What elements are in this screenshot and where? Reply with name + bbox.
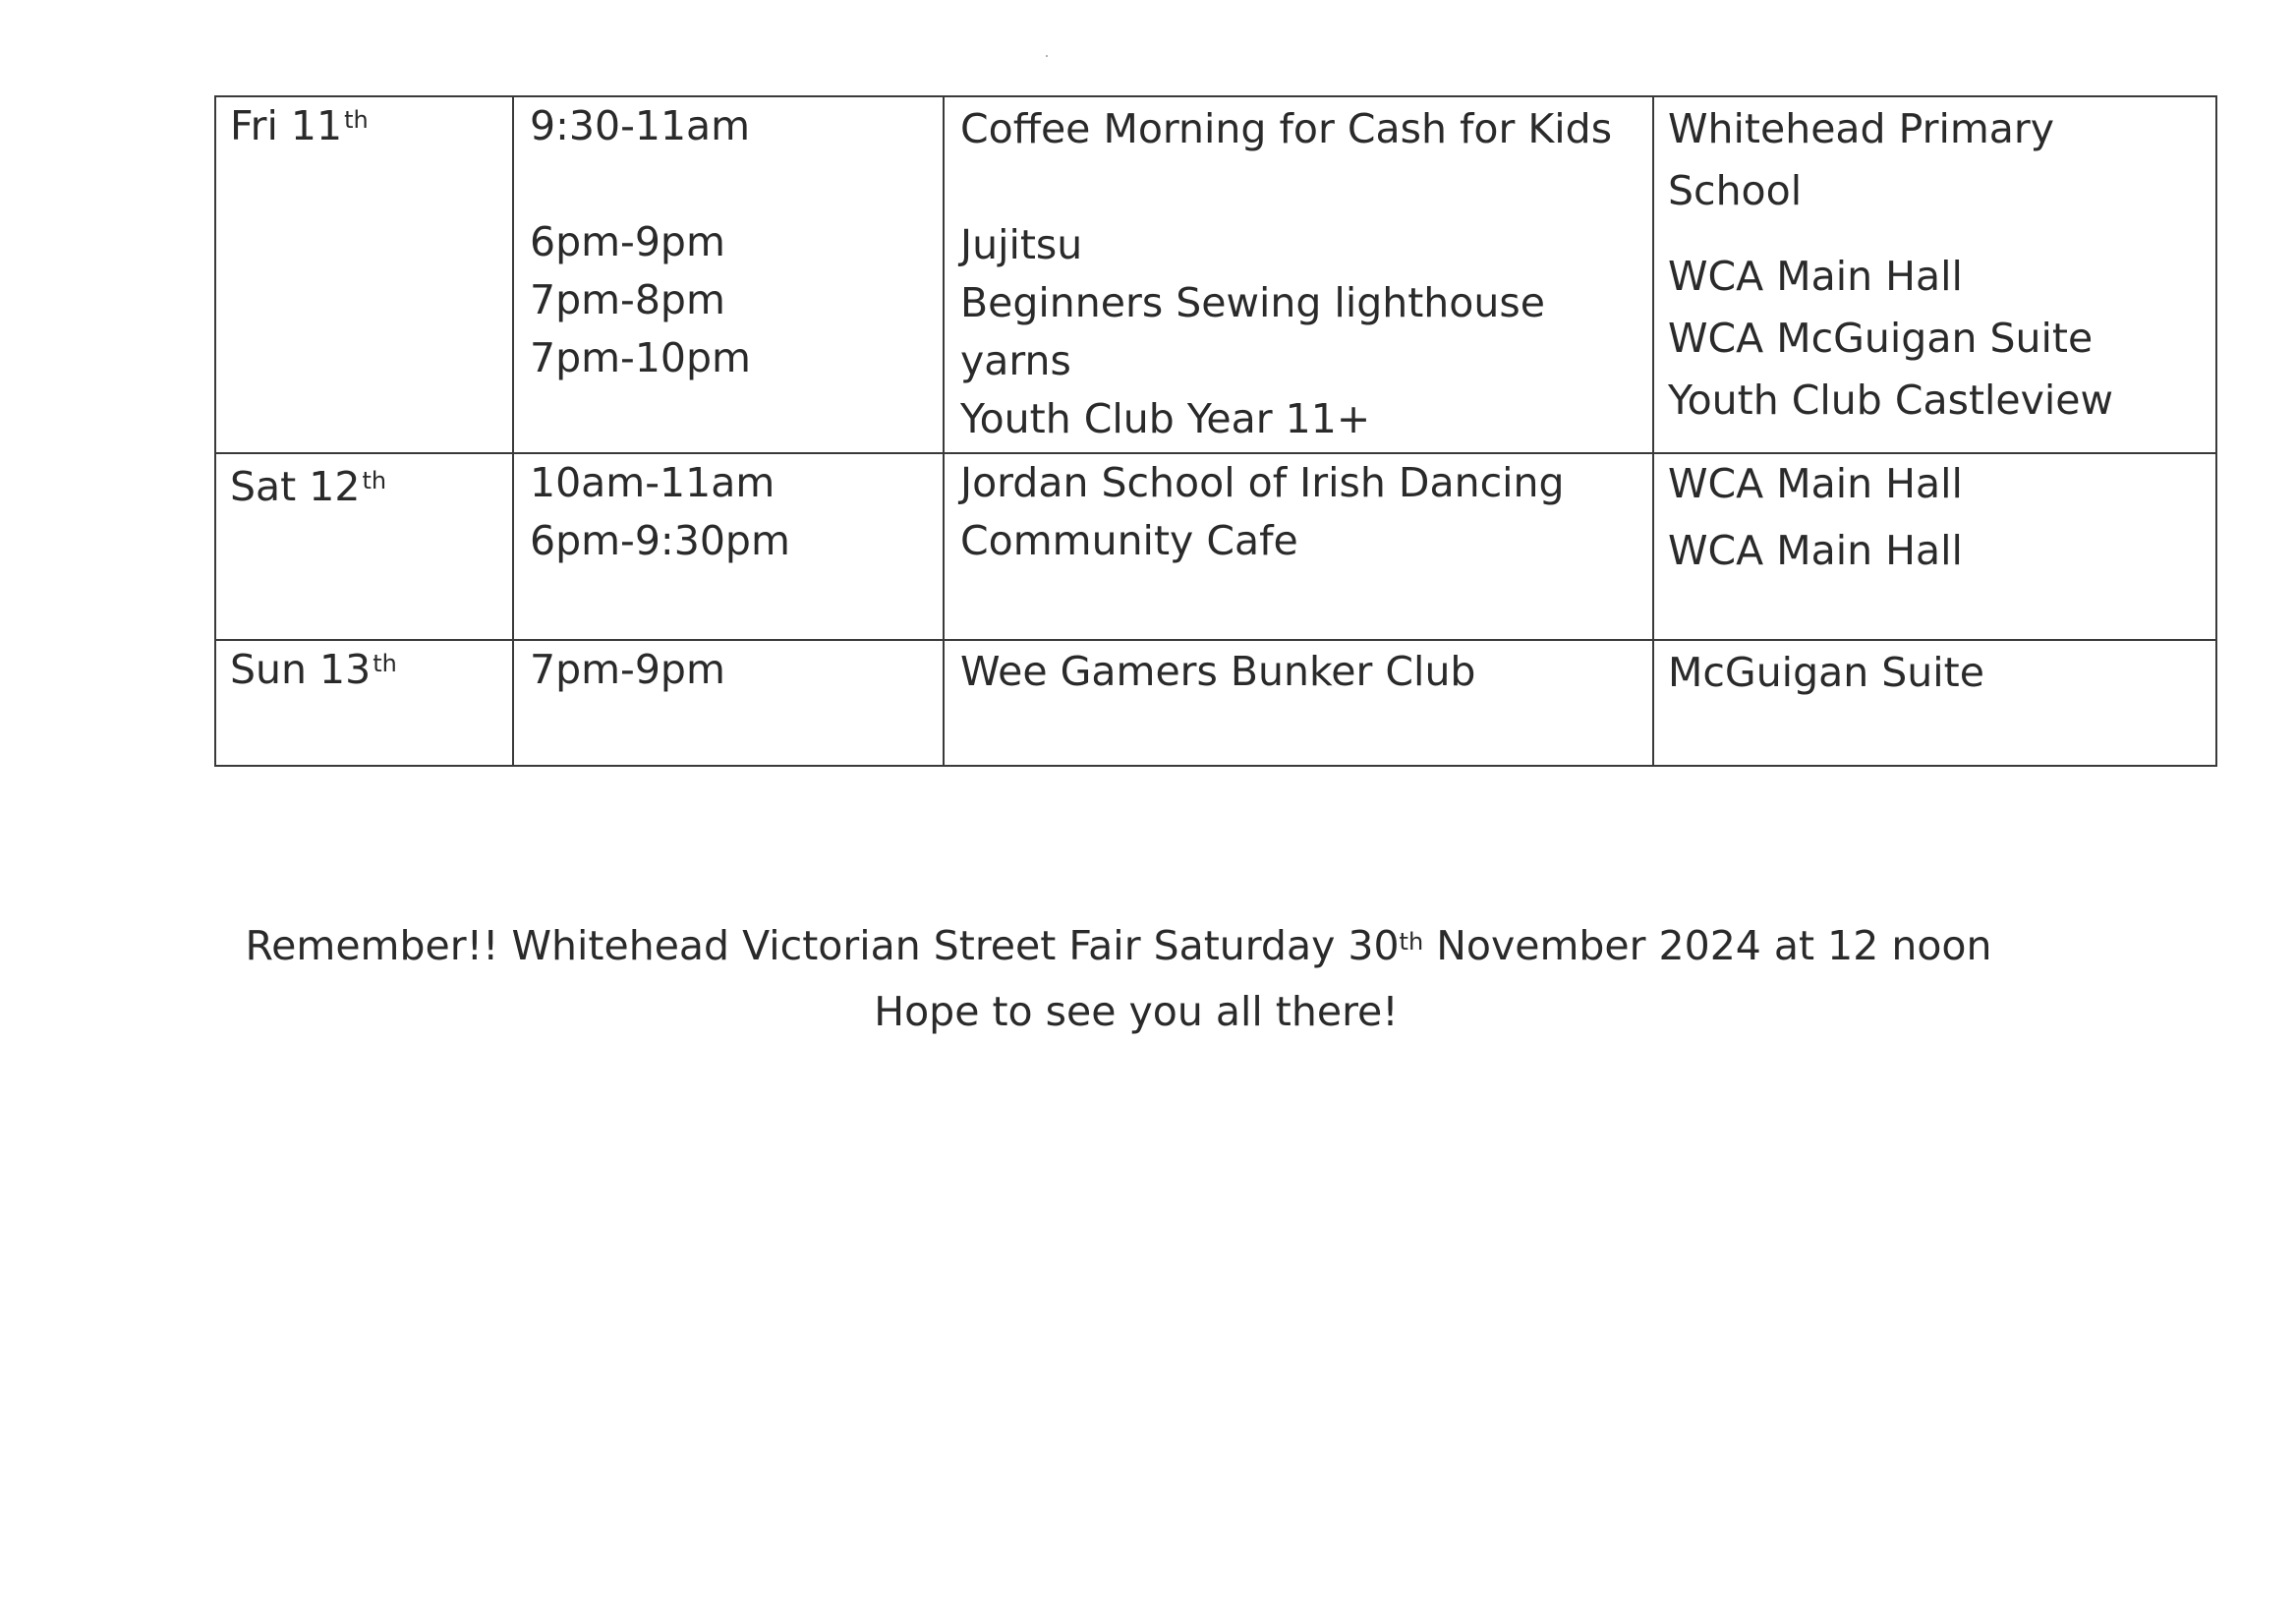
venue-name: McGuigan Suite (1668, 649, 1984, 696)
time-slot: 9:30-11am (530, 102, 751, 149)
day-label: Fri 11 (230, 102, 343, 149)
time-slot: 6pm-9pm (530, 218, 725, 265)
reminder-text-start: Remember!! Whitehead Victorian Street Fair Saturday 30 (245, 922, 1400, 969)
time-slot: 7pm-8pm (530, 276, 725, 323)
time-slot: 6pm-9:30pm (530, 517, 790, 564)
day-label: Sun 13 (230, 646, 372, 693)
street-fair-reminder (0, 913, 2267, 978)
venue-name: WCA Main Hall (1668, 527, 1963, 574)
time-spacer (530, 155, 943, 213)
page-speck (1046, 55, 1048, 57)
event-cell (944, 640, 1653, 766)
day-suffix: th (362, 467, 387, 494)
day-label: Sat 12 (230, 463, 361, 510)
day-cell (215, 96, 513, 453)
reminder-text-end: November 2024 at 12 noon (1423, 922, 1992, 969)
event-name: Community Cafe (960, 517, 1298, 564)
day-cell (215, 640, 513, 766)
time-cell (513, 96, 944, 453)
event-cell (944, 96, 1653, 453)
table-row (215, 96, 2216, 453)
venue-cell (1653, 453, 2216, 640)
event-name: Jordan School of Irish Dancing (960, 459, 1565, 506)
venue-cell (1653, 640, 2216, 766)
day-cell (215, 453, 513, 640)
day-suffix: th (344, 106, 369, 134)
event-name: Jujitsu (960, 221, 1083, 268)
event-name: Coffee Morning for Cash for Kids (960, 105, 1613, 152)
venue-name: WCA Main Hall (1668, 460, 1963, 507)
venue-name: WCA McGuigan Suite (1668, 315, 2094, 362)
reminder-date-suffix: th (1399, 928, 1424, 956)
day-suffix: th (373, 650, 397, 677)
venue-cell (1653, 96, 2216, 453)
venue-name: Youth Club Castleview (1668, 377, 2114, 424)
venue-spacer (1668, 224, 2215, 248)
time-slot: 7pm-10pm (530, 334, 751, 381)
table-row (215, 640, 2216, 766)
event-name: Youth Club Year 11+ (960, 395, 1371, 442)
event-name-continued: yarns (960, 337, 1071, 384)
event-name: Beginners Sewing lighthouse (960, 279, 1545, 326)
closing-message: Hope to see you all there! (874, 988, 1399, 1035)
venue-name: Whitehead Primary (1668, 105, 2055, 152)
time-slot: 10am-11am (530, 459, 775, 506)
events-schedule-table (214, 95, 2217, 767)
venue-name-continued: School (1668, 167, 1803, 214)
time-slot: 7pm-9pm (530, 646, 725, 693)
event-cell (944, 453, 1653, 640)
event-spacer (960, 158, 1652, 216)
table-row (215, 453, 2216, 640)
time-cell (513, 453, 944, 640)
time-cell (513, 640, 944, 766)
venue-name: WCA Main Hall (1668, 253, 1963, 300)
event-name: Wee Gamers Bunker Club (960, 648, 1476, 695)
